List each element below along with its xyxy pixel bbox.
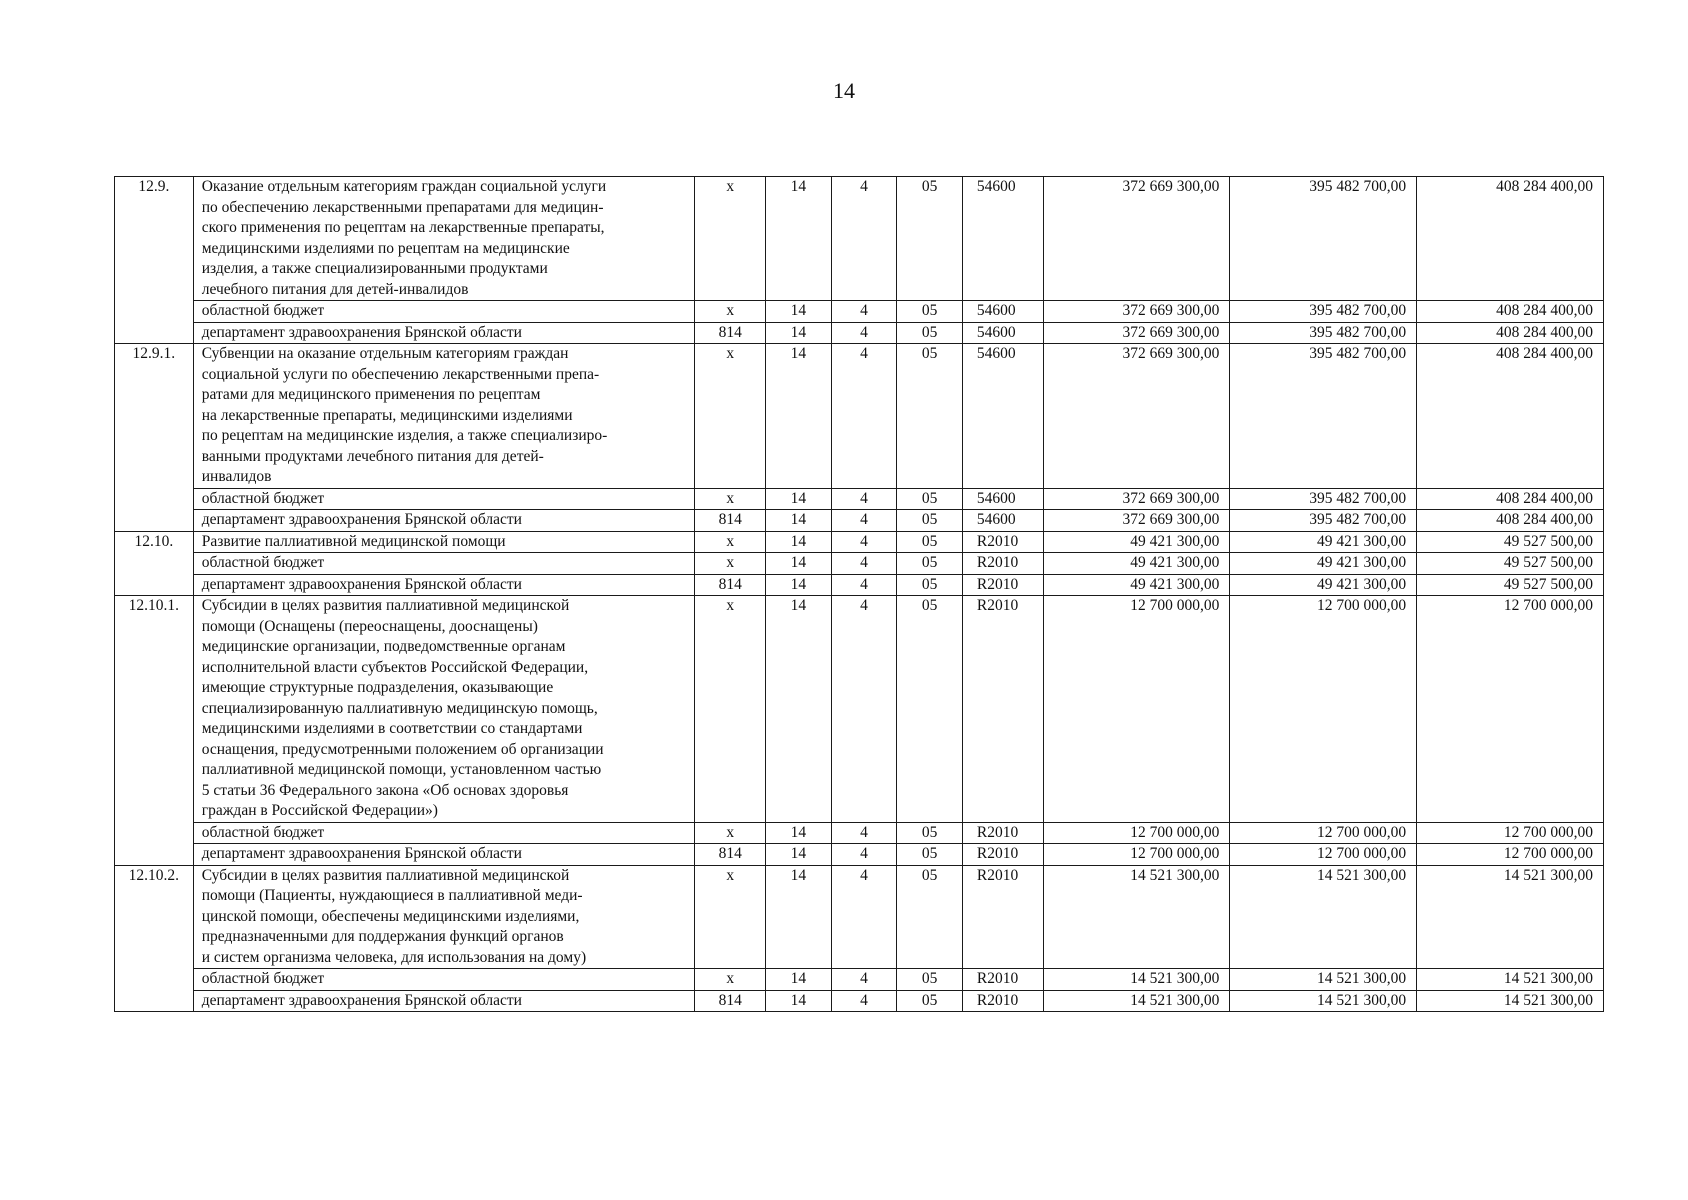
program-code-cell: 14	[766, 510, 832, 532]
program-code-cell: 14	[766, 822, 832, 844]
event-code-cell: 05	[897, 322, 963, 344]
direction-code-cell: 54600	[962, 177, 1043, 301]
row-name-line: областной бюджет	[201, 970, 325, 987]
table-row	[115, 969, 1604, 991]
row-name-line: помощи (Оснащены (переоснащены, дооснащены)	[201, 617, 538, 635]
amount-year2-cell: 49 421 300,00	[1230, 531, 1417, 553]
event-code-cell: 05	[897, 344, 963, 489]
row-name-line: Субвенции на оказание отдельным категориям граждан	[201, 345, 569, 362]
row-number-cell: 12.9.	[115, 177, 194, 344]
admin-code-cell: х	[695, 488, 766, 510]
row-name-cell	[193, 822, 695, 844]
row-name-line: ского применения по рецептам на лекарственные препараты,	[201, 219, 605, 236]
row-name-line: медицинскими изделиями в соответствии со стандартами	[201, 720, 583, 737]
subprogram-code-cell: 4	[831, 177, 897, 301]
row-name-cell	[193, 596, 695, 823]
admin-code-cell: 814	[695, 990, 766, 1012]
row-name-cell	[193, 990, 695, 1012]
direction-code-cell: R2010	[962, 596, 1043, 823]
direction-code-cell: R2010	[962, 531, 1043, 553]
direction-code-cell: R2010	[962, 822, 1043, 844]
row-name-cell	[193, 969, 695, 991]
row-name-cell	[193, 177, 695, 301]
amount-year1-cell: 14 521 300,00	[1043, 865, 1230, 969]
program-code-cell: 14	[766, 322, 832, 344]
subprogram-code-cell: 4	[831, 531, 897, 553]
row-name-line: Субсидии в целях развития паллиативной медицинской	[201, 597, 570, 614]
event-code-cell: 05	[897, 596, 963, 823]
admin-code-cell: 814	[695, 574, 766, 596]
row-name-line: цинской помощи, обеспечены медицинскими изделиями,	[201, 907, 580, 925]
row-number-cell: 12.10.	[115, 531, 194, 596]
direction-code-cell: R2010	[962, 553, 1043, 575]
event-code-cell: 05	[897, 574, 963, 596]
amount-year3-cell: 408 284 400,00	[1417, 322, 1604, 344]
table-row	[115, 510, 1604, 532]
amount-year2-cell: 14 521 300,00	[1230, 969, 1417, 991]
row-name-line: по рецептам на медицинские изделия, а также специализиро-	[201, 427, 608, 444]
table-row	[115, 596, 1604, 823]
event-code-cell: 05	[897, 990, 963, 1012]
row-name-line: областной бюджет	[201, 302, 325, 319]
table-row	[115, 865, 1604, 969]
amount-year3-cell: 408 284 400,00	[1417, 177, 1604, 301]
subprogram-code-cell: 4	[831, 990, 897, 1012]
program-code-cell: 14	[766, 969, 832, 991]
amount-year1-cell: 49 421 300,00	[1043, 531, 1230, 553]
amount-year1-cell: 372 669 300,00	[1043, 177, 1230, 301]
subprogram-code-cell: 4	[831, 969, 897, 991]
amount-year2-cell: 395 482 700,00	[1230, 301, 1417, 323]
subprogram-code-cell: 4	[831, 574, 897, 596]
amount-year2-cell: 49 421 300,00	[1230, 574, 1417, 596]
table-body	[115, 177, 1604, 1012]
amount-year2-cell: 395 482 700,00	[1230, 344, 1417, 489]
row-number-cell: 12.10.2.	[115, 865, 194, 1012]
row-name-line: исполнительной власти субъектов Российской Федерации,	[201, 658, 589, 676]
admin-code-cell: х	[695, 301, 766, 323]
amount-year2-cell: 49 421 300,00	[1230, 553, 1417, 575]
row-name-cell	[193, 865, 695, 969]
row-name-line: департамент здравоохранения Брянской области	[201, 511, 522, 528]
amount-year2-cell: 12 700 000,00	[1230, 596, 1417, 823]
table-row	[115, 553, 1604, 575]
admin-code-cell: 814	[695, 844, 766, 866]
table-row	[115, 177, 1604, 301]
amount-year3-cell: 12 700 000,00	[1417, 844, 1604, 866]
direction-code-cell: R2010	[962, 990, 1043, 1012]
row-name-line: изделия, а также специализированными продуктами	[201, 260, 548, 277]
table-row	[115, 488, 1604, 510]
budget-table	[114, 176, 1604, 1012]
direction-code-cell: R2010	[962, 865, 1043, 969]
amount-year1-cell: 12 700 000,00	[1043, 844, 1230, 866]
amount-year2-cell: 12 700 000,00	[1230, 844, 1417, 866]
program-code-cell: 14	[766, 574, 832, 596]
program-code-cell: 14	[766, 865, 832, 969]
program-code-cell: 14	[766, 531, 832, 553]
admin-code-cell: х	[695, 596, 766, 823]
amount-year2-cell: 395 482 700,00	[1230, 510, 1417, 532]
admin-code-cell: 814	[695, 510, 766, 532]
row-name-line: по обеспечению лекарственными препаратами для медицин-	[201, 198, 604, 216]
row-name-line: областной бюджет	[201, 823, 325, 841]
row-name-line: медицинскими изделиями по рецептам на медицинские	[201, 239, 570, 257]
amount-year1-cell: 14 521 300,00	[1043, 990, 1230, 1012]
amount-year3-cell: 49 527 500,00	[1417, 531, 1604, 553]
direction-code-cell: 54600	[962, 344, 1043, 489]
subprogram-code-cell: 4	[831, 844, 897, 866]
program-code-cell: 14	[766, 488, 832, 510]
row-name-line: департамент здравоохранения Брянской области	[201, 845, 522, 862]
row-name-line: помощи (Пациенты, нуждающиеся в паллиативной меди-	[201, 887, 583, 904]
row-name-line: Развитие паллиативной медицинской помощи	[201, 532, 506, 550]
program-code-cell: 14	[766, 844, 832, 866]
subprogram-code-cell: 4	[831, 553, 897, 575]
amount-year3-cell: 49 527 500,00	[1417, 574, 1604, 596]
row-name-line: паллиативной медицинской помощи, установленном частью	[201, 761, 602, 778]
table-row	[115, 344, 1604, 489]
row-name-line: департамент здравоохранения Брянской области	[201, 991, 522, 1009]
row-name-line: оснащения, предусмотренными положением об организации	[201, 740, 604, 758]
admin-code-cell: 814	[695, 322, 766, 344]
row-name-line: 5 статьи 36 Федерального закона «Об основах здоровья	[201, 781, 569, 799]
row-name-cell	[193, 301, 695, 323]
event-code-cell: 05	[897, 488, 963, 510]
row-name-line: ратами для медицинского применения по рецептам	[201, 386, 541, 403]
event-code-cell: 05	[897, 969, 963, 991]
amount-year2-cell: 395 482 700,00	[1230, 177, 1417, 301]
direction-code-cell: 54600	[962, 322, 1043, 344]
admin-code-cell: х	[695, 344, 766, 489]
subprogram-code-cell: 4	[831, 488, 897, 510]
row-name-line: лечебного питания для детей-инвалидов	[201, 280, 469, 298]
row-name-line: ванными продуктами лечебного питания для детей-	[201, 447, 544, 465]
amount-year3-cell: 408 284 400,00	[1417, 510, 1604, 532]
table-row	[115, 301, 1604, 323]
event-code-cell: 05	[897, 865, 963, 969]
program-code-cell: 14	[766, 990, 832, 1012]
amount-year2-cell: 395 482 700,00	[1230, 322, 1417, 344]
row-name-cell	[193, 488, 695, 510]
subprogram-code-cell: 4	[831, 344, 897, 489]
amount-year1-cell: 372 669 300,00	[1043, 488, 1230, 510]
amount-year1-cell: 372 669 300,00	[1043, 344, 1230, 489]
subprogram-code-cell: 4	[831, 596, 897, 823]
row-name-cell	[193, 322, 695, 344]
row-name-line: на лекарственные препараты, медицинскими изделиями	[201, 406, 573, 424]
table-row	[115, 574, 1604, 596]
row-name-cell	[193, 531, 695, 553]
row-name-cell	[193, 574, 695, 596]
amount-year2-cell: 395 482 700,00	[1230, 488, 1417, 510]
row-name-cell	[193, 510, 695, 532]
amount-year1-cell: 372 669 300,00	[1043, 510, 1230, 532]
program-code-cell: 14	[766, 301, 832, 323]
table-row	[115, 990, 1604, 1012]
direction-code-cell: 54600	[962, 301, 1043, 323]
amount-year1-cell: 49 421 300,00	[1043, 553, 1230, 575]
amount-year1-cell: 372 669 300,00	[1043, 301, 1230, 323]
subprogram-code-cell: 4	[831, 822, 897, 844]
admin-code-cell: х	[695, 969, 766, 991]
direction-code-cell: 54600	[962, 488, 1043, 510]
table-row	[115, 844, 1604, 866]
admin-code-cell: х	[695, 177, 766, 301]
admin-code-cell: х	[695, 822, 766, 844]
amount-year1-cell: 12 700 000,00	[1043, 596, 1230, 823]
program-code-cell: 14	[766, 344, 832, 489]
event-code-cell: 05	[897, 177, 963, 301]
amount-year1-cell: 372 669 300,00	[1043, 322, 1230, 344]
program-code-cell: 14	[766, 177, 832, 301]
row-name-line: и систем организма человека, для использования на дому)	[201, 948, 587, 966]
event-code-cell: 05	[897, 510, 963, 532]
row-name-line: областной бюджет	[201, 554, 325, 571]
subprogram-code-cell: 4	[831, 301, 897, 323]
row-name-line: социальной услуги по обеспечению лекарственными препа-	[201, 365, 600, 383]
amount-year2-cell: 14 521 300,00	[1230, 865, 1417, 969]
amount-year3-cell: 12 700 000,00	[1417, 822, 1604, 844]
row-name-cell	[193, 344, 695, 489]
program-code-cell: 14	[766, 596, 832, 823]
amount-year2-cell: 14 521 300,00	[1230, 990, 1417, 1012]
subprogram-code-cell: 4	[831, 865, 897, 969]
amount-year1-cell: 12 700 000,00	[1043, 822, 1230, 844]
row-name-line: медицинские организации, подведомственные органам	[201, 638, 566, 655]
admin-code-cell: х	[695, 531, 766, 553]
amount-year1-cell: 49 421 300,00	[1043, 574, 1230, 596]
row-name-line: областной бюджет	[201, 489, 325, 507]
amount-year3-cell: 49 527 500,00	[1417, 553, 1604, 575]
event-code-cell: 05	[897, 301, 963, 323]
table-row	[115, 322, 1604, 344]
table-row	[115, 531, 1604, 553]
row-name-line: департамент здравоохранения Брянской области	[201, 323, 522, 341]
amount-year1-cell: 14 521 300,00	[1043, 969, 1230, 991]
row-name-line: Субсидии в целях развития паллиативной медицинской	[201, 866, 570, 884]
row-name-line: Оказание отдельным категориям граждан социальной услуги	[201, 178, 607, 195]
direction-code-cell: R2010	[962, 574, 1043, 596]
amount-year3-cell: 14 521 300,00	[1417, 969, 1604, 991]
subprogram-code-cell: 4	[831, 322, 897, 344]
amount-year3-cell: 14 521 300,00	[1417, 865, 1604, 969]
direction-code-cell: 54600	[962, 510, 1043, 532]
amount-year3-cell: 408 284 400,00	[1417, 344, 1604, 489]
amount-year3-cell: 14 521 300,00	[1417, 990, 1604, 1012]
row-name-line: граждан в Российской Федерации»)	[201, 802, 438, 819]
amount-year2-cell: 12 700 000,00	[1230, 822, 1417, 844]
row-name-cell	[193, 553, 695, 575]
row-name-line: департамент здравоохранения Брянской области	[201, 575, 522, 593]
event-code-cell: 05	[897, 553, 963, 575]
row-name-line: инвалидов	[201, 468, 272, 485]
event-code-cell: 05	[897, 822, 963, 844]
subprogram-code-cell: 4	[831, 510, 897, 532]
event-code-cell: 05	[897, 844, 963, 866]
amount-year3-cell: 408 284 400,00	[1417, 301, 1604, 323]
amount-year3-cell: 12 700 000,00	[1417, 596, 1604, 823]
row-name-line: предназначенными для поддержания функций органов	[201, 928, 564, 945]
row-number-cell: 12.9.1.	[115, 344, 194, 532]
admin-code-cell: х	[695, 553, 766, 575]
admin-code-cell: х	[695, 865, 766, 969]
row-name-line: имеющие структурные подразделения, оказывающие	[201, 679, 554, 696]
direction-code-cell: R2010	[962, 844, 1043, 866]
row-name-line: специализированную паллиативную медицинскую помощь,	[201, 699, 598, 717]
row-number-cell: 12.10.1.	[115, 596, 194, 866]
page-number: 14	[833, 78, 855, 103]
event-code-cell: 05	[897, 531, 963, 553]
amount-year3-cell: 408 284 400,00	[1417, 488, 1604, 510]
direction-code-cell: R2010	[962, 969, 1043, 991]
program-code-cell: 14	[766, 553, 832, 575]
table-row	[115, 822, 1604, 844]
row-name-cell	[193, 844, 695, 866]
